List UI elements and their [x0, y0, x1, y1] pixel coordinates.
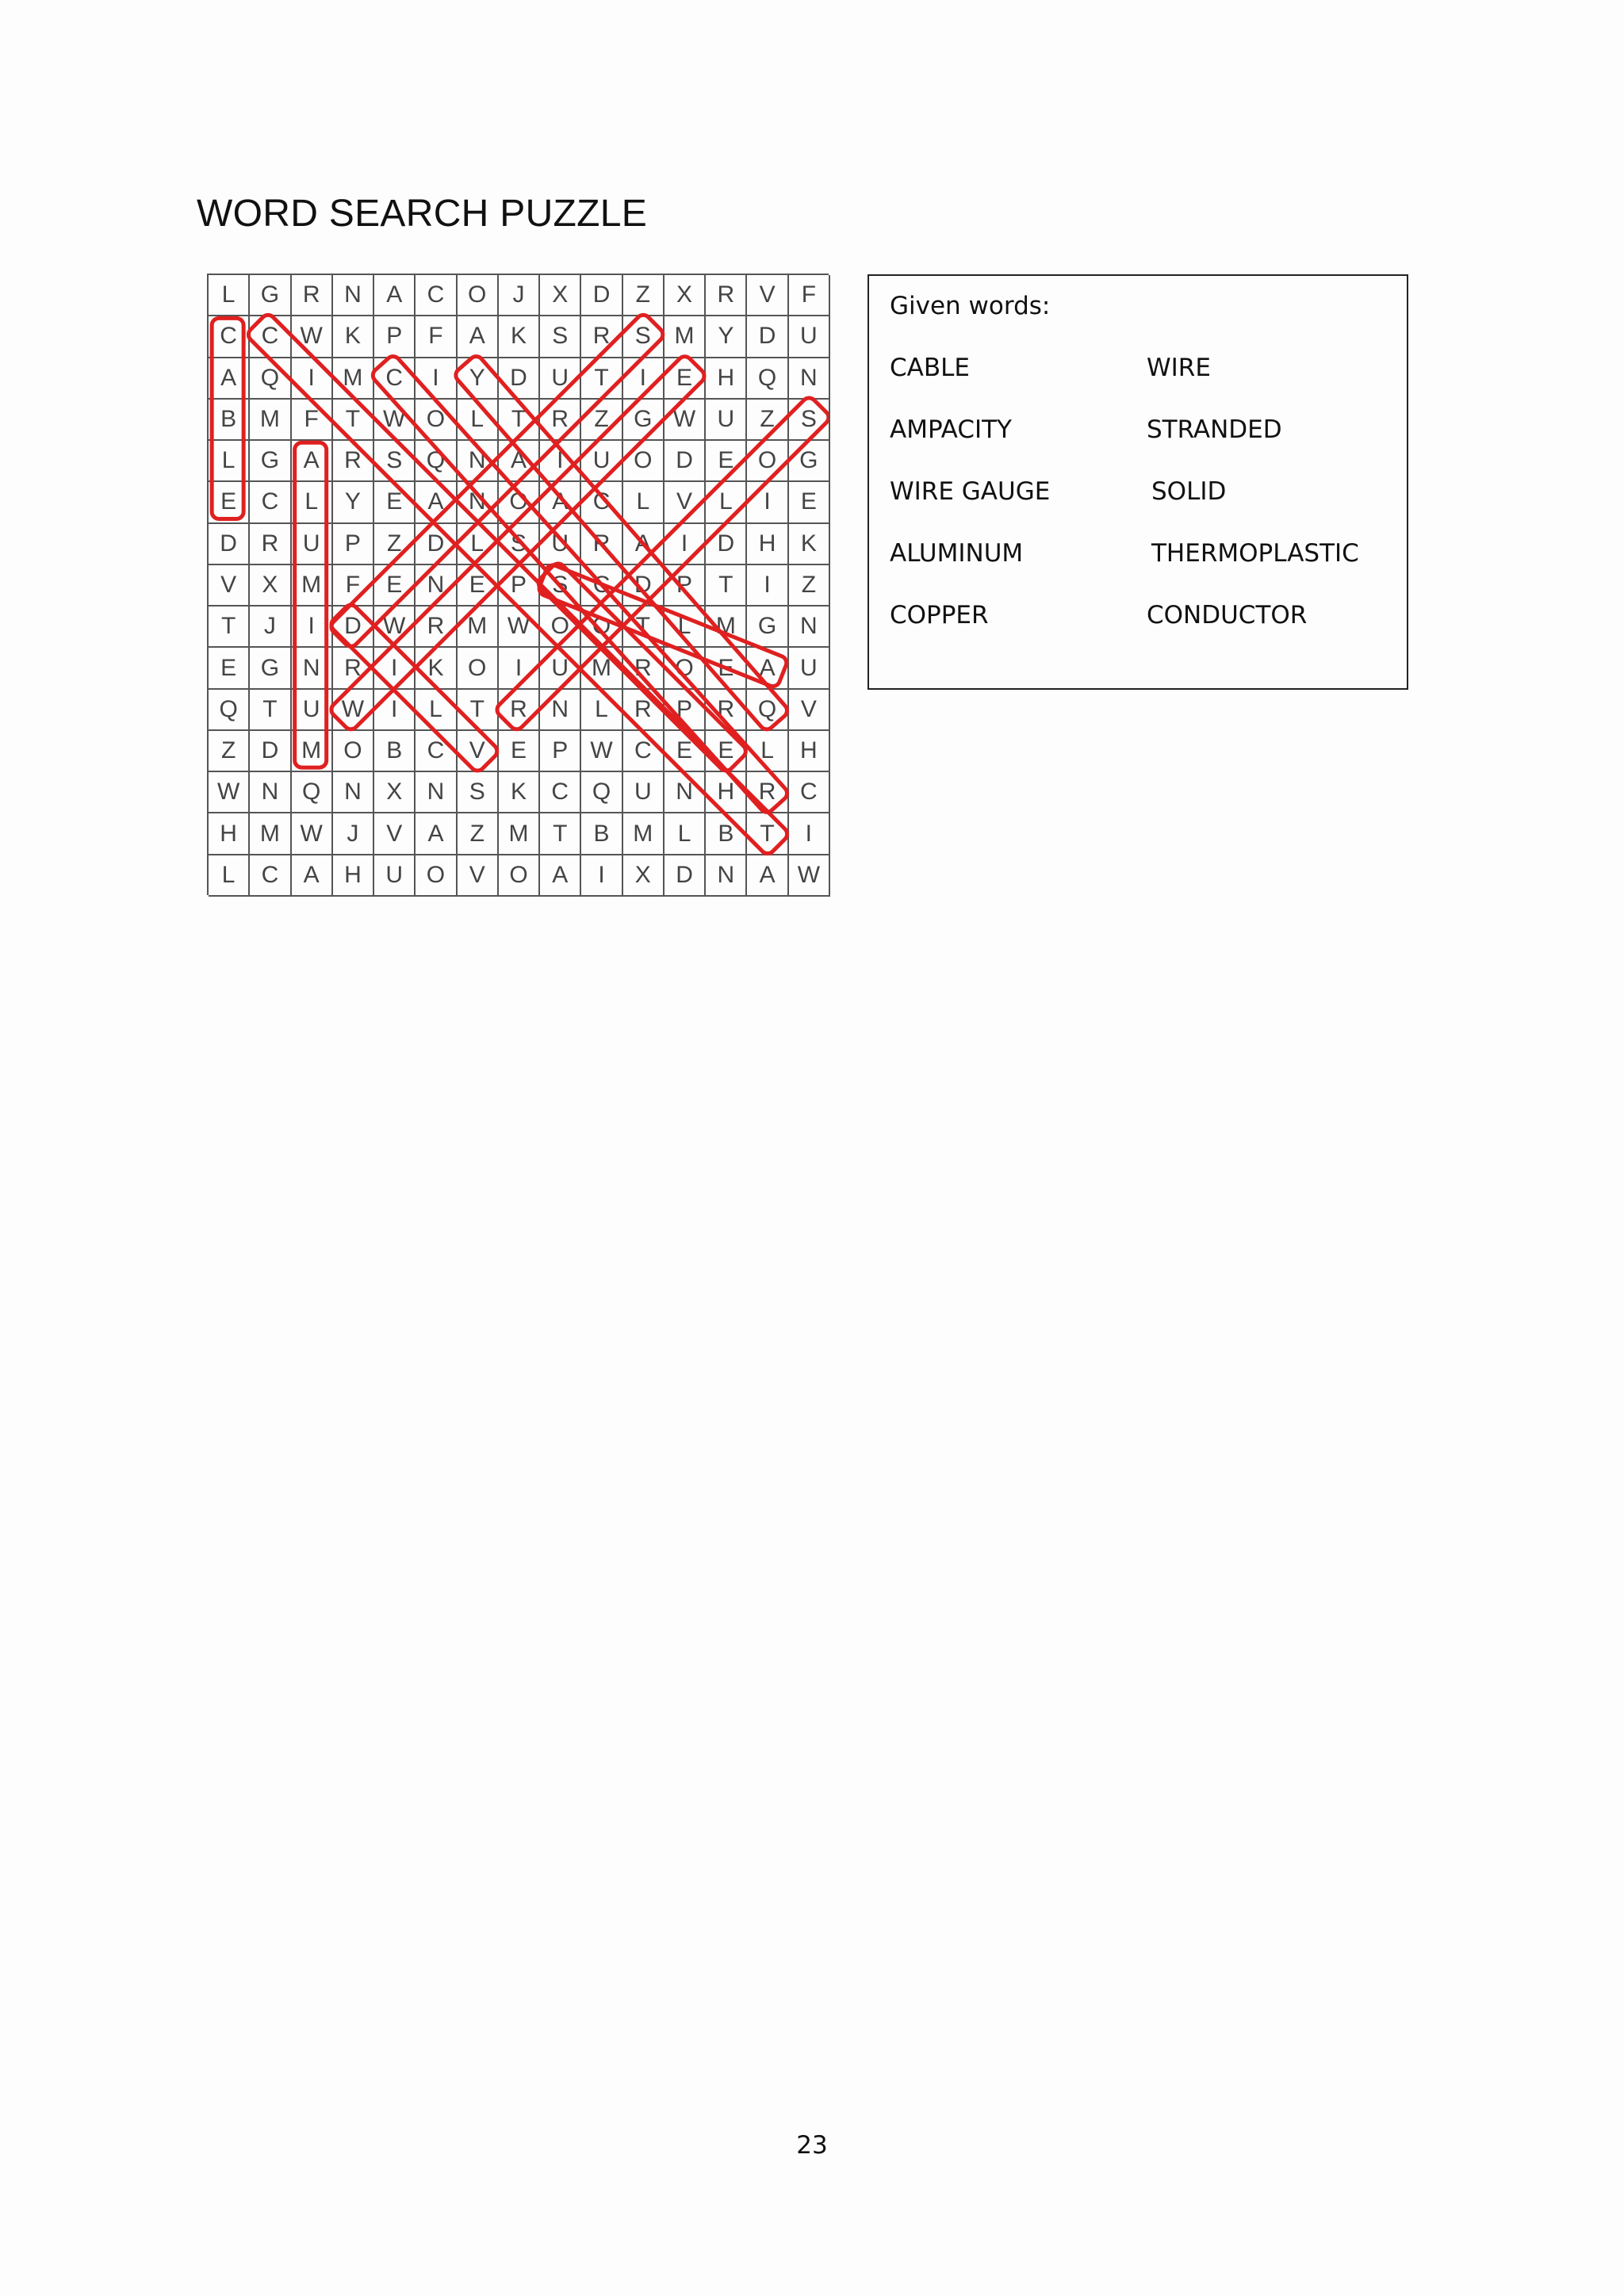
- grid-cell: I: [747, 482, 788, 523]
- grid-cell: H: [209, 813, 250, 855]
- grid-cell: I: [789, 813, 830, 855]
- grid-cell: H: [706, 772, 747, 813]
- given-words-box: [868, 274, 1408, 690]
- grid-cell: P: [499, 565, 540, 607]
- grid-cell: L: [458, 400, 499, 441]
- grid-cell: L: [665, 607, 706, 648]
- grid-cell: A: [540, 482, 581, 523]
- grid-cell: A: [292, 441, 333, 482]
- grid-cell: R: [581, 524, 622, 565]
- grid-cell: A: [416, 813, 457, 855]
- grid-cell: N: [458, 441, 499, 482]
- grid-cell: I: [374, 690, 416, 731]
- grid-cell: W: [292, 316, 333, 358]
- grid-cell: H: [706, 358, 747, 400]
- grid-cell: I: [416, 358, 457, 400]
- grid-cell: T: [747, 813, 788, 855]
- grid-cell: L: [416, 690, 457, 731]
- grid-cell: R: [499, 690, 540, 731]
- grid-cell: I: [540, 441, 581, 482]
- given-words-heading: Given words:: [890, 292, 1051, 320]
- grid-cell: O: [416, 855, 457, 897]
- grid-cell: K: [789, 524, 830, 565]
- grid-cell: X: [540, 275, 581, 316]
- grid-cell: W: [665, 400, 706, 441]
- grid-cell: K: [499, 772, 540, 813]
- grid-cell: W: [333, 690, 374, 731]
- grid-cell: M: [623, 813, 665, 855]
- grid-cell: V: [665, 482, 706, 523]
- grid-cell: C: [250, 482, 291, 523]
- grid-cell: O: [665, 648, 706, 689]
- grid-cell: R: [540, 400, 581, 441]
- grid-cell: E: [374, 482, 416, 523]
- grid-cell: F: [416, 316, 457, 358]
- grid-cell: Q: [581, 772, 622, 813]
- grid-cell: N: [416, 565, 457, 607]
- grid-cell: N: [665, 772, 706, 813]
- grid-cell: D: [333, 607, 374, 648]
- grid-cell: D: [499, 358, 540, 400]
- grid-cell: E: [499, 731, 540, 772]
- grid-cell: D: [623, 565, 665, 607]
- grid-cell: A: [747, 648, 788, 689]
- grid-cell: U: [374, 855, 416, 897]
- grid-cell: W: [374, 400, 416, 441]
- grid-cell: C: [581, 565, 622, 607]
- grid-cell: O: [499, 482, 540, 523]
- grid-cell: H: [747, 524, 788, 565]
- word-thermoplastic: THERMOPLASTIC: [1151, 539, 1359, 568]
- grid-cell: Z: [747, 400, 788, 441]
- grid-cell: V: [458, 855, 499, 897]
- word-wire: WIRE: [1147, 354, 1211, 382]
- letter-grid: [207, 274, 829, 895]
- grid-cell: M: [333, 358, 374, 400]
- word-stranded: STRANDED: [1147, 415, 1282, 444]
- grid-cell: E: [374, 565, 416, 607]
- grid-cell: Z: [209, 731, 250, 772]
- grid-cell: X: [665, 275, 706, 316]
- grid-cell: E: [209, 648, 250, 689]
- grid-cell: H: [333, 855, 374, 897]
- grid-cell: S: [499, 524, 540, 565]
- grid-cell: N: [789, 607, 830, 648]
- grid-cell: C: [623, 731, 665, 772]
- word-cable: CABLE: [890, 354, 970, 382]
- grid-cell: A: [458, 316, 499, 358]
- word-copper: COPPER: [890, 601, 989, 629]
- grid-cell: G: [789, 441, 830, 482]
- grid-cell: P: [333, 524, 374, 565]
- grid-cell: E: [458, 565, 499, 607]
- word-aluminum: ALUMINUM: [890, 539, 1024, 568]
- grid-cell: O: [581, 607, 622, 648]
- grid-cell: G: [250, 648, 291, 689]
- grid-cell: Q: [209, 690, 250, 731]
- grid-cell: E: [209, 482, 250, 523]
- grid-cell: J: [250, 607, 291, 648]
- grid-cell: U: [292, 690, 333, 731]
- grid-cell: W: [789, 855, 830, 897]
- grid-cell: E: [706, 648, 747, 689]
- grid-cell: C: [374, 358, 416, 400]
- grid-cell: V: [209, 565, 250, 607]
- grid-cell: X: [250, 565, 291, 607]
- grid-cell: N: [250, 772, 291, 813]
- page-number: 23: [796, 2131, 828, 2160]
- grid-cell: I: [581, 855, 622, 897]
- grid-cell: Y: [458, 358, 499, 400]
- grid-cell: R: [333, 648, 374, 689]
- grid-cell: K: [499, 316, 540, 358]
- grid-cell: O: [458, 648, 499, 689]
- grid-cell: R: [581, 316, 622, 358]
- grid-cell: I: [292, 607, 333, 648]
- grid-cell: O: [623, 441, 665, 482]
- grid-cell: G: [250, 275, 291, 316]
- grid-cell: D: [581, 275, 622, 316]
- grid-cell: R: [623, 690, 665, 731]
- grid-cell: R: [333, 441, 374, 482]
- grid-cell: P: [374, 316, 416, 358]
- grid-cell: I: [747, 565, 788, 607]
- grid-cell: A: [747, 855, 788, 897]
- grid-cell: D: [665, 441, 706, 482]
- grid-cell: Z: [623, 275, 665, 316]
- grid-cell: E: [665, 358, 706, 400]
- grid-cell: S: [623, 316, 665, 358]
- grid-cell: M: [250, 813, 291, 855]
- grid-cell: W: [499, 607, 540, 648]
- grid-cell: P: [665, 690, 706, 731]
- grid-cell: I: [292, 358, 333, 400]
- grid-cell: U: [789, 316, 830, 358]
- grid-cell: I: [623, 358, 665, 400]
- grid-cell: D: [209, 524, 250, 565]
- grid-cell: H: [789, 731, 830, 772]
- grid-cell: N: [706, 855, 747, 897]
- grid-cell: T: [499, 400, 540, 441]
- word-ampacity: AMPACITY: [890, 415, 1012, 444]
- grid-cell: O: [747, 441, 788, 482]
- grid-cell: T: [581, 358, 622, 400]
- grid-cell: M: [665, 316, 706, 358]
- grid-cell: R: [706, 275, 747, 316]
- grid-cell: Z: [458, 813, 499, 855]
- grid-cell: U: [581, 441, 622, 482]
- grid-cell: M: [292, 731, 333, 772]
- grid-cell: L: [209, 855, 250, 897]
- grid-cell: L: [209, 441, 250, 482]
- grid-cell: U: [540, 358, 581, 400]
- grid-cell: Y: [333, 482, 374, 523]
- grid-cell: U: [789, 648, 830, 689]
- grid-cell: N: [540, 690, 581, 731]
- grid-cell: B: [581, 813, 622, 855]
- grid-cell: C: [416, 275, 457, 316]
- grid-cell: D: [416, 524, 457, 565]
- grid-cell: F: [333, 565, 374, 607]
- grid-cell: A: [292, 855, 333, 897]
- grid-cell: Q: [250, 358, 291, 400]
- grid-cell: O: [333, 731, 374, 772]
- grid-cell: V: [458, 731, 499, 772]
- grid-cell: T: [333, 400, 374, 441]
- grid-cell: O: [458, 275, 499, 316]
- grid-cell: R: [292, 275, 333, 316]
- grid-cell: M: [706, 607, 747, 648]
- grid-cell: L: [706, 482, 747, 523]
- grid-cell: C: [416, 731, 457, 772]
- grid-cell: S: [458, 772, 499, 813]
- grid-cell: C: [209, 316, 250, 358]
- grid-cell: V: [747, 275, 788, 316]
- grid-cell: A: [499, 441, 540, 482]
- grid-cell: U: [540, 648, 581, 689]
- grid-cell: X: [623, 855, 665, 897]
- grid-cell: W: [292, 813, 333, 855]
- grid-cell: O: [416, 400, 457, 441]
- grid-cell: W: [374, 607, 416, 648]
- grid-cell: M: [499, 813, 540, 855]
- grid-cell: U: [623, 772, 665, 813]
- grid-cell: A: [416, 482, 457, 523]
- grid-cell: U: [706, 400, 747, 441]
- grid-cell: Z: [581, 400, 622, 441]
- grid-cell: M: [292, 565, 333, 607]
- grid-cell: Y: [706, 316, 747, 358]
- grid-cell: A: [540, 855, 581, 897]
- grid-cell: Z: [374, 524, 416, 565]
- grid-cell: X: [374, 772, 416, 813]
- grid-cell: D: [747, 316, 788, 358]
- grid-cell: A: [374, 275, 416, 316]
- word-search-grid: [207, 274, 829, 895]
- grid-cell: L: [458, 524, 499, 565]
- grid-cell: E: [665, 731, 706, 772]
- grid-cell: D: [250, 731, 291, 772]
- grid-cell: L: [623, 482, 665, 523]
- grid-cell: L: [581, 690, 622, 731]
- grid-cell: A: [623, 524, 665, 565]
- grid-cell: I: [374, 648, 416, 689]
- grid-cell: L: [665, 813, 706, 855]
- grid-cell: J: [499, 275, 540, 316]
- grid-cell: M: [458, 607, 499, 648]
- grid-cell: G: [747, 607, 788, 648]
- grid-cell: L: [292, 482, 333, 523]
- grid-cell: E: [706, 441, 747, 482]
- grid-cell: Q: [747, 690, 788, 731]
- grid-cell: P: [540, 731, 581, 772]
- grid-cell: J: [333, 813, 374, 855]
- grid-cell: U: [540, 524, 581, 565]
- grid-cell: I: [499, 648, 540, 689]
- grid-cell: Q: [747, 358, 788, 400]
- word-conductor: CONDUCTOR: [1147, 601, 1308, 629]
- grid-cell: K: [416, 648, 457, 689]
- grid-cell: U: [292, 524, 333, 565]
- grid-cell: R: [416, 607, 457, 648]
- grid-cell: G: [250, 441, 291, 482]
- grid-cell: O: [499, 855, 540, 897]
- grid-cell: C: [540, 772, 581, 813]
- grid-cell: T: [706, 565, 747, 607]
- grid-cell: S: [540, 565, 581, 607]
- grid-cell: L: [747, 731, 788, 772]
- grid-cell: C: [581, 482, 622, 523]
- grid-cell: K: [333, 316, 374, 358]
- grid-cell: W: [581, 731, 622, 772]
- grid-cell: B: [209, 400, 250, 441]
- grid-cell: D: [665, 855, 706, 897]
- grid-cell: G: [623, 400, 665, 441]
- grid-cell: I: [665, 524, 706, 565]
- grid-cell: C: [789, 772, 830, 813]
- grid-cell: D: [706, 524, 747, 565]
- grid-cell: Z: [789, 565, 830, 607]
- grid-cell: E: [789, 482, 830, 523]
- grid-cell: Q: [292, 772, 333, 813]
- grid-cell: R: [747, 772, 788, 813]
- grid-cell: N: [333, 275, 374, 316]
- grid-cell: T: [623, 607, 665, 648]
- grid-cell: L: [209, 275, 250, 316]
- grid-cell: N: [333, 772, 374, 813]
- grid-cell: E: [706, 731, 747, 772]
- grid-cell: V: [374, 813, 416, 855]
- grid-cell: C: [250, 855, 291, 897]
- grid-cell: T: [458, 690, 499, 731]
- word-solid: SOLID: [1151, 477, 1227, 506]
- grid-cell: S: [789, 400, 830, 441]
- grid-cell: F: [292, 400, 333, 441]
- word-wire-gauge: WIRE GAUGE: [890, 477, 1051, 506]
- grid-cell: T: [209, 607, 250, 648]
- grid-cell: B: [706, 813, 747, 855]
- grid-cell: T: [540, 813, 581, 855]
- grid-cell: M: [581, 648, 622, 689]
- grid-cell: N: [292, 648, 333, 689]
- grid-cell: W: [209, 772, 250, 813]
- grid-cell: S: [374, 441, 416, 482]
- grid-cell: O: [540, 607, 581, 648]
- grid-cell: N: [416, 772, 457, 813]
- grid-cell: C: [250, 316, 291, 358]
- grid-cell: A: [209, 358, 250, 400]
- grid-cell: V: [789, 690, 830, 731]
- grid-cell: B: [374, 731, 416, 772]
- grid-cell: T: [250, 690, 291, 731]
- grid-cell: P: [665, 565, 706, 607]
- grid-cell: M: [250, 400, 291, 441]
- page-title: WORD SEARCH PUZZLE: [197, 193, 648, 235]
- grid-cell: N: [458, 482, 499, 523]
- grid-cell: N: [789, 358, 830, 400]
- grid-cell: R: [250, 524, 291, 565]
- grid-cell: F: [789, 275, 830, 316]
- grid-cell: R: [623, 648, 665, 689]
- grid-cell: Q: [416, 441, 457, 482]
- grid-cell: R: [706, 690, 747, 731]
- grid-cell: S: [540, 316, 581, 358]
